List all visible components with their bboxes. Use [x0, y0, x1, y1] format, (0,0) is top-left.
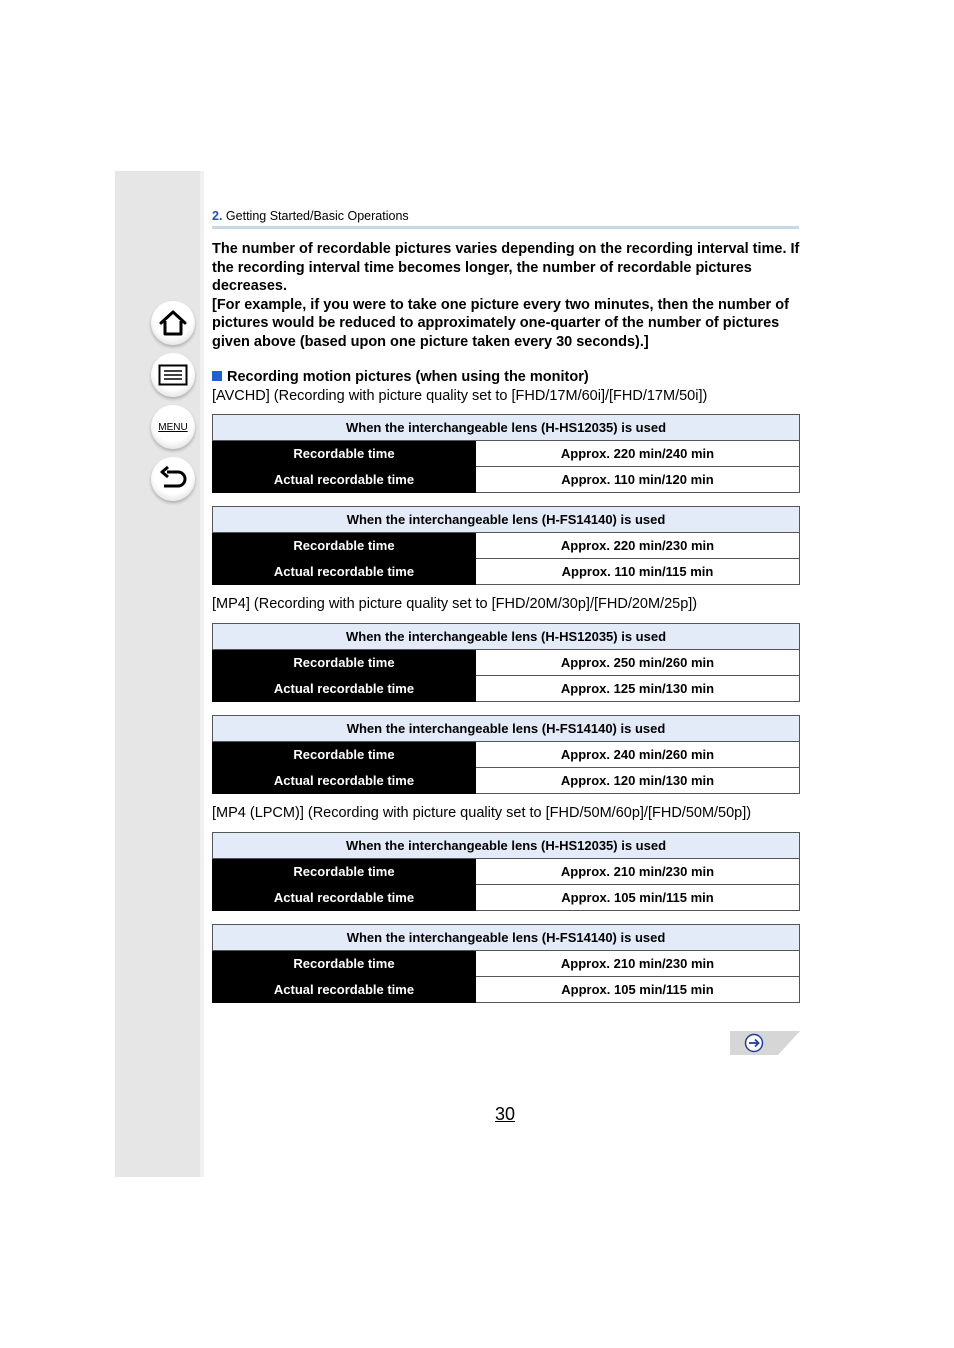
table-row	[213, 467, 800, 493]
spec-table	[212, 924, 800, 1003]
spec-table	[212, 506, 800, 585]
table-row	[213, 533, 800, 559]
table-row	[213, 559, 800, 585]
table-row	[213, 742, 800, 768]
intro-text	[212, 240, 812, 351]
spec-table	[212, 623, 800, 702]
row-value: Approx. 220 min/230 min	[476, 533, 800, 559]
row-label: Recordable time	[213, 441, 476, 467]
row-label: Actual recordable time	[213, 467, 476, 493]
table-header: When the interchangeable lens (H-HS12035) is used	[213, 415, 800, 441]
row-label: Recordable time	[213, 742, 476, 768]
chapter-number: 2.	[212, 209, 223, 223]
table-header: When the interchangeable lens (H-HS12035) is used	[213, 833, 800, 859]
spec-table	[212, 715, 800, 794]
row-value: Approx. 250 min/260 min	[476, 650, 800, 676]
row-label: Actual recordable time	[213, 559, 476, 585]
table-row	[213, 859, 800, 885]
home-icon	[158, 309, 188, 337]
row-value: Approx. 240 min/260 min	[476, 742, 800, 768]
menu-icon: MENU	[158, 421, 188, 433]
row-label: Recordable time	[213, 650, 476, 676]
row-label: Actual recordable time	[213, 676, 476, 702]
row-label: Recordable time	[213, 859, 476, 885]
contents-button[interactable]	[151, 353, 195, 397]
table-header: When the interchangeable lens (H-FS14140) is used	[213, 925, 800, 951]
spec-table	[212, 832, 800, 911]
table-row	[213, 441, 800, 467]
row-value: Approx. 210 min/230 min	[476, 951, 800, 977]
section-title-text: Recording motion pictures (when using the monitor)	[227, 369, 589, 385]
square-bullet-icon	[212, 371, 222, 381]
row-value: Approx. 220 min/240 min	[476, 441, 800, 467]
spec-table	[212, 414, 800, 493]
section-heading	[212, 369, 589, 385]
row-label: Actual recordable time	[213, 977, 476, 1003]
intro-example: [For example, if you were to take one picture every two minutes, then the number of pictures would be reduced to approximately one-quarter of the number of pictures given above (based upon one picture taken every 30 seconds).]	[212, 296, 789, 350]
table-row	[213, 650, 800, 676]
page-number: 30	[495, 1104, 516, 1124]
table-row	[213, 885, 800, 911]
row-value: Approx. 110 min/115 min	[476, 559, 800, 585]
intro-paragraph: The number of recordable pictures varies depending on the recording interval time. If the recording interval time becomes longer, the number of recordable pictures decreases.	[212, 241, 800, 294]
menu-button[interactable]	[151, 405, 195, 449]
table-header: When the interchangeable lens (H-FS14140) is used	[213, 716, 800, 742]
sidebar-edge	[200, 171, 204, 1177]
group-subheading: [MP4 (LPCM)] (Recording with picture quality set to [FHD/50M/60p]/[FHD/50M/50p])	[212, 805, 752, 821]
home-button[interactable]	[151, 301, 195, 345]
table-row	[213, 951, 800, 977]
row-value: Approx. 125 min/130 min	[476, 676, 800, 702]
row-value: Approx. 120 min/130 min	[476, 768, 800, 794]
row-label: Recordable time	[213, 533, 476, 559]
table-header: When the interchangeable lens (H-FS14140) is used	[213, 507, 800, 533]
row-value: Approx. 105 min/115 min	[476, 977, 800, 1003]
table-row	[213, 768, 800, 794]
row-label: Actual recordable time	[213, 768, 476, 794]
back-arrow-icon	[158, 466, 188, 492]
row-value: Approx. 210 min/230 min	[476, 859, 800, 885]
row-value: Approx. 110 min/120 min	[476, 467, 800, 493]
next-page-button[interactable]	[730, 1031, 800, 1055]
chapter-title: Getting Started/Basic Operations	[225, 209, 409, 223]
row-value: Approx. 105 min/115 min	[476, 885, 800, 911]
row-label: Actual recordable time	[213, 885, 476, 911]
next-page-arrow-icon	[744, 1033, 764, 1053]
table-row	[213, 977, 800, 1003]
table-header: When the interchangeable lens (H-HS12035) is used	[213, 624, 800, 650]
next-page-tab-shape	[730, 1031, 800, 1055]
table-row	[213, 676, 800, 702]
back-button[interactable]	[151, 457, 195, 501]
row-label: Recordable time	[213, 951, 476, 977]
group-subheading: [AVCHD] (Recording with picture quality set to [FHD/17M/60i]/[FHD/17M/50i])	[212, 388, 708, 404]
contents-list-icon	[158, 364, 188, 386]
breadcrumb	[212, 209, 799, 229]
group-subheading: [MP4] (Recording with picture quality set to [FHD/20M/30p]/[FHD/20M/25p])	[212, 596, 698, 612]
